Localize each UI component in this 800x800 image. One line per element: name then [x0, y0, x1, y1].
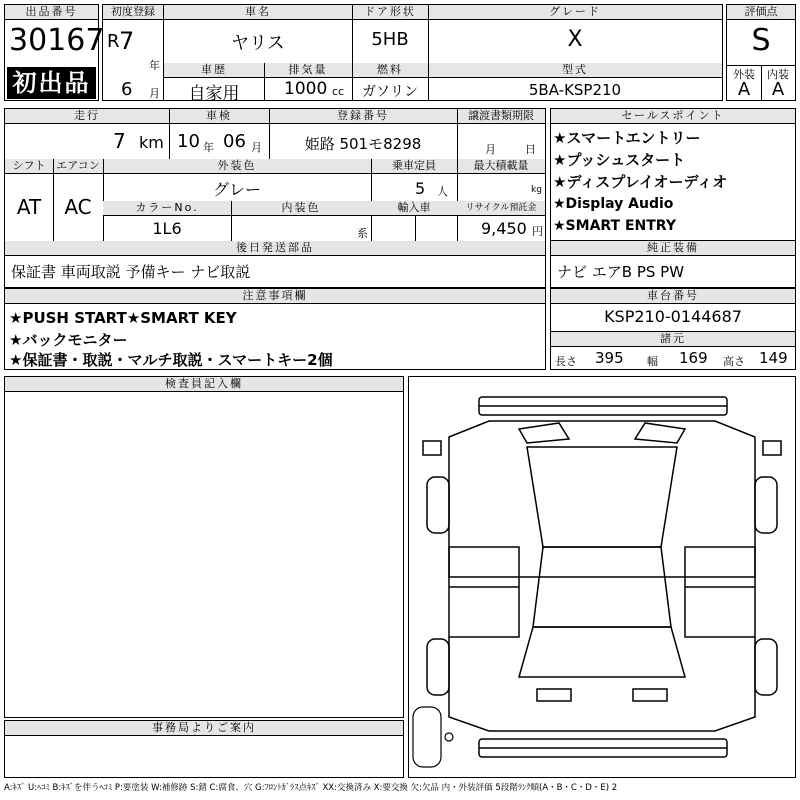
note-item: ★PUSH START★SMART KEY [9, 309, 237, 327]
notes-header: 注意事項欄 [5, 289, 545, 304]
inspection-month-unit: 月 [251, 141, 262, 154]
office-header: 事務局よりご案内 [5, 721, 403, 736]
exterior-color-value: グレー [212, 180, 261, 199]
ext-score-value: A [737, 79, 751, 100]
inspector-header: 検査員記入欄 [5, 377, 403, 392]
first-reg-month-unit: 月 [149, 87, 160, 100]
fuel-value: ガソリン [362, 84, 418, 100]
first-reg-year-unit: 年 [149, 59, 160, 72]
score-box [726, 4, 796, 101]
office-box [4, 720, 404, 778]
lot-box [4, 4, 105, 101]
genuine-equipment-box [550, 240, 796, 288]
displacement-unit: cc [332, 85, 345, 98]
recycle-value: 9,450 [481, 219, 527, 238]
recycle-header: リサイクル預託金 [457, 201, 545, 216]
length-label: 長さ [555, 355, 577, 368]
first-registration-box [102, 4, 164, 101]
grade-value: X [567, 27, 583, 52]
capacity-unit: 人 [437, 185, 448, 198]
door-header: ドア形状 [352, 5, 428, 20]
genuine-value: ナビ エアB PS PW [557, 263, 685, 281]
damage-legend: A:ｷｽﾞ U:ﾍｺﾐ B:ｷｽﾞを伴うﾍｺﾐ P:要塗装 W:補修跡 S:錆 C:腐食、穴 G:ﾌﾛﾝﾄｶﾞﾗｽ点ｷｽﾞ XX:交換済み X:要交換 欠:欠品 内・外装評価 5段階ﾗﾝｸ順(A・B・C・D・E) 2 [4, 783, 618, 793]
history-value: 自家用 [188, 84, 240, 104]
int-score-header: 内装 [767, 68, 789, 81]
reg-no-header: 登録番号 [269, 109, 457, 124]
transfer-month-unit: 月 [485, 143, 496, 156]
width-label: 幅 [647, 355, 658, 368]
interior-color-header: 内装色 [231, 201, 371, 216]
inspection-header: 車検 [169, 109, 269, 124]
length-value: 395 [595, 349, 624, 367]
inspection-year: 10 [177, 131, 200, 152]
interior-color-unit: 系 [357, 227, 368, 240]
first-reg-year: 7 [119, 27, 135, 55]
recycle-unit: 円 [532, 225, 543, 238]
car-damage-diagram [408, 376, 796, 778]
dims-header: 諸元 [551, 331, 795, 347]
notes-box [4, 288, 546, 370]
first-reg-month: 6 [121, 79, 133, 100]
max-load-unit: kg [531, 185, 542, 195]
inspection-year-unit: 年 [203, 141, 214, 154]
color-no-value: 1L6 [152, 219, 182, 238]
chassis-header: 車台番号 [551, 289, 795, 304]
lot-header: 出品番号 [5, 5, 98, 20]
sales-point-item: ★スマートエントリー [553, 129, 701, 147]
exterior-color-header: 外装色 [103, 159, 371, 174]
shift-header: シフト [5, 159, 53, 174]
later-parts-value: 保証書 車両取説 予備キー ナビ取説 [11, 263, 251, 281]
fuel-header: 燃料 [352, 63, 428, 78]
sales-point-item: ★SMART ENTRY [553, 218, 676, 234]
mileage-unit: km [139, 133, 164, 152]
model-value: 5BA-KSP210 [528, 81, 622, 99]
aircon-value: AC [64, 195, 92, 219]
capacity-header: 乗車定員 [371, 159, 457, 174]
first-reg-header: 初度登録 [103, 5, 163, 20]
transfer-day-unit: 日 [525, 143, 536, 156]
ext-score-header: 外装 [733, 68, 755, 81]
inspector-box [4, 376, 404, 718]
displacement-header: 排気量 [264, 63, 352, 78]
mileage-value: 7 [113, 129, 126, 153]
shift-value: AT [16, 195, 42, 219]
color-no-header: カラーNo. [103, 201, 231, 216]
car-outline-diagram [409, 377, 795, 777]
door-value: 5HB [371, 29, 409, 50]
sales-point-item: ★ディスプレイオーディオ [553, 173, 728, 191]
int-score-value: A [771, 79, 785, 100]
displacement-value: 1000 [284, 79, 328, 99]
first-listing-badge: 初出品 [7, 67, 96, 99]
grade-header: グレード [428, 5, 722, 20]
sales-points-box [550, 108, 796, 241]
reg-no-value: 姫路 501モ8298 [304, 135, 422, 153]
later-parts-header: 後日発送部品 [5, 241, 545, 256]
height-value: 149 [759, 349, 788, 367]
sales-point-item: ★プッシュスタート [553, 151, 686, 169]
vehicle-details-grid [4, 108, 546, 288]
max-load-header: 最大積載量 [457, 159, 545, 174]
note-item: ★バックモニター [9, 331, 128, 349]
sales-point-item: ★Display Audio [553, 196, 674, 212]
genuine-header: 純正装備 [551, 241, 795, 256]
inspection-month: 06 [223, 131, 246, 152]
aircon-header: エアコン [53, 159, 103, 174]
score-value: S [751, 23, 771, 58]
model-header: 型式 [428, 63, 722, 78]
car-name-header: 車名 [164, 5, 352, 20]
chassis-box [550, 288, 796, 370]
height-label: 高さ [723, 355, 745, 368]
import-header: 輸入車 [371, 201, 457, 216]
mileage-header: 走行 [5, 109, 169, 124]
width-value: 169 [679, 349, 708, 367]
main-info-grid [163, 4, 723, 104]
lot-number: 30167 [9, 23, 105, 58]
first-reg-era: R [107, 31, 120, 52]
chassis-value: KSP210-0144687 [604, 307, 742, 326]
capacity-value: 5 [415, 179, 426, 198]
note-item: ★保証書・取説・マルチ取説・スマートキー2個 [9, 351, 333, 369]
score-header: 評価点 [727, 5, 795, 20]
car-name-value: ヤリス [231, 33, 285, 54]
sales-points-header: セールスポイント [551, 109, 795, 124]
transfer-header: 譲渡書類期限 [457, 109, 545, 124]
history-header: 車歴 [164, 63, 264, 78]
